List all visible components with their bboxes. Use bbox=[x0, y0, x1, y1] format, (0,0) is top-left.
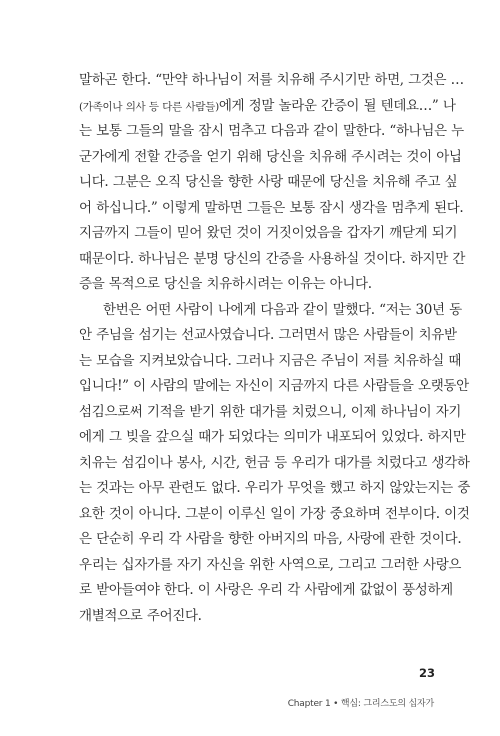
text-line bbox=[79, 94, 456, 120]
text-line bbox=[79, 272, 435, 298]
page-number: 23 bbox=[418, 666, 435, 680]
text-run: 우리는 십자가를 자기 자신을 위한 사역으로, 그리고 그러한 사랑으 bbox=[79, 556, 462, 573]
text-run: 지금까지 그들이 믿어 왔던 것이 거짓이었음을 갑자기 깨닫게 되기 bbox=[79, 225, 458, 241]
text-line bbox=[79, 578, 453, 604]
text-line bbox=[79, 170, 458, 196]
text-run: 섬김으로써 기적을 받기 위한 대가를 치렀으니, 이제 하나님이 자기 bbox=[79, 403, 462, 420]
text-run: 에게 정말 놀라운 간증이 될 텐데요…” 나 bbox=[218, 97, 456, 114]
text-line bbox=[79, 476, 471, 502]
text-run: 증을 목적으로 당신을 치유하시려는 이유는 아니다. bbox=[79, 276, 372, 292]
paragraph bbox=[79, 298, 471, 630]
text-run: 요한 것이 아니다. 그분이 이루신 일이 가장 중요하며 전부이다. 이것 bbox=[79, 505, 470, 522]
text-line bbox=[79, 349, 462, 375]
text-line bbox=[79, 451, 470, 477]
text-run: 한번은 어떤 사람이 나에게 다음과 같이 말했다. “저는 30년 동 bbox=[103, 301, 462, 318]
body-text bbox=[79, 68, 471, 629]
text-line bbox=[79, 68, 464, 94]
text-run: 개별적으로 주어진다. bbox=[79, 607, 202, 624]
running-footer: Chapter 1 • 핵심: 그리스도의 십자가 bbox=[287, 699, 434, 709]
text-line bbox=[79, 553, 462, 579]
text-run: 때문이다. 하나님은 분명 당신의 간증을 사용하실 것이다. 하지만 간 bbox=[79, 250, 466, 267]
text-line bbox=[79, 502, 470, 528]
text-run: 입니다!” 이 사람의 말에는 자신이 지금까지 다른 사람들을 오랫동안 bbox=[79, 378, 469, 394]
text-line bbox=[79, 145, 462, 171]
text-run: 군가에게 전할 간증을 얻기 위해 당신을 치유해 주시려는 것이 아닙 bbox=[79, 148, 462, 165]
text-run: 어 하십니다.” 이렇게 말하면 그들은 보통 잠시 생각을 멈추게 된다. bbox=[79, 199, 464, 216]
text-line bbox=[79, 374, 469, 400]
text-run: 치유는 섬김이나 봉사, 시간, 헌금 등 우리가 대가를 치렀다고 생각하 bbox=[79, 454, 470, 471]
text-line bbox=[79, 196, 464, 222]
text-line bbox=[79, 425, 466, 451]
text-run: 로 받아들여야 한다. 이 사랑은 우리 각 사람에게 값없이 풍성하게 bbox=[79, 582, 453, 598]
text-run: 말하곤 한다. “만약 하나님이 저를 치유해 주시기만 하면, 그것은 … bbox=[79, 72, 464, 88]
text-line bbox=[79, 221, 458, 247]
text-line bbox=[79, 400, 462, 426]
text-run: 는 것과는 아무 관련도 없다. 우리가 무엇을 했고 하지 않았는지는 중 bbox=[79, 480, 471, 496]
paragraph bbox=[79, 68, 466, 298]
text-line bbox=[79, 323, 457, 349]
text-line bbox=[79, 604, 435, 630]
text-run: 안 주님을 섬기는 선교사였습니다. 그러면서 많은 사람들이 치유받 bbox=[79, 327, 457, 343]
text-run: 는 보통 그들의 말을 잠시 멈추고 다음과 같이 말한다. “하나님은 누 bbox=[79, 123, 464, 139]
inline-aside: (가족이나 의사 등 다른 사람들) bbox=[79, 100, 219, 113]
text-run: 에게 그 빚을 갚으실 때가 되었다는 의미가 내포되어 있었다. 하지만 bbox=[79, 429, 466, 445]
text-run: 은 단순히 우리 각 사람을 향한 아버지의 마음, 사랑에 관한 것이다. bbox=[79, 531, 462, 547]
text-run: 니다. 그분은 오직 당신을 향한 사랑 때문에 당신을 치유해 주고 싶 bbox=[79, 174, 458, 190]
text-line bbox=[79, 247, 466, 273]
text-line bbox=[79, 527, 462, 553]
text-line bbox=[79, 119, 464, 145]
text-line bbox=[79, 298, 462, 324]
text-run: 는 모습을 지켜보았습니다. 그러나 지금은 주님이 저를 치유하실 때 bbox=[79, 352, 462, 369]
